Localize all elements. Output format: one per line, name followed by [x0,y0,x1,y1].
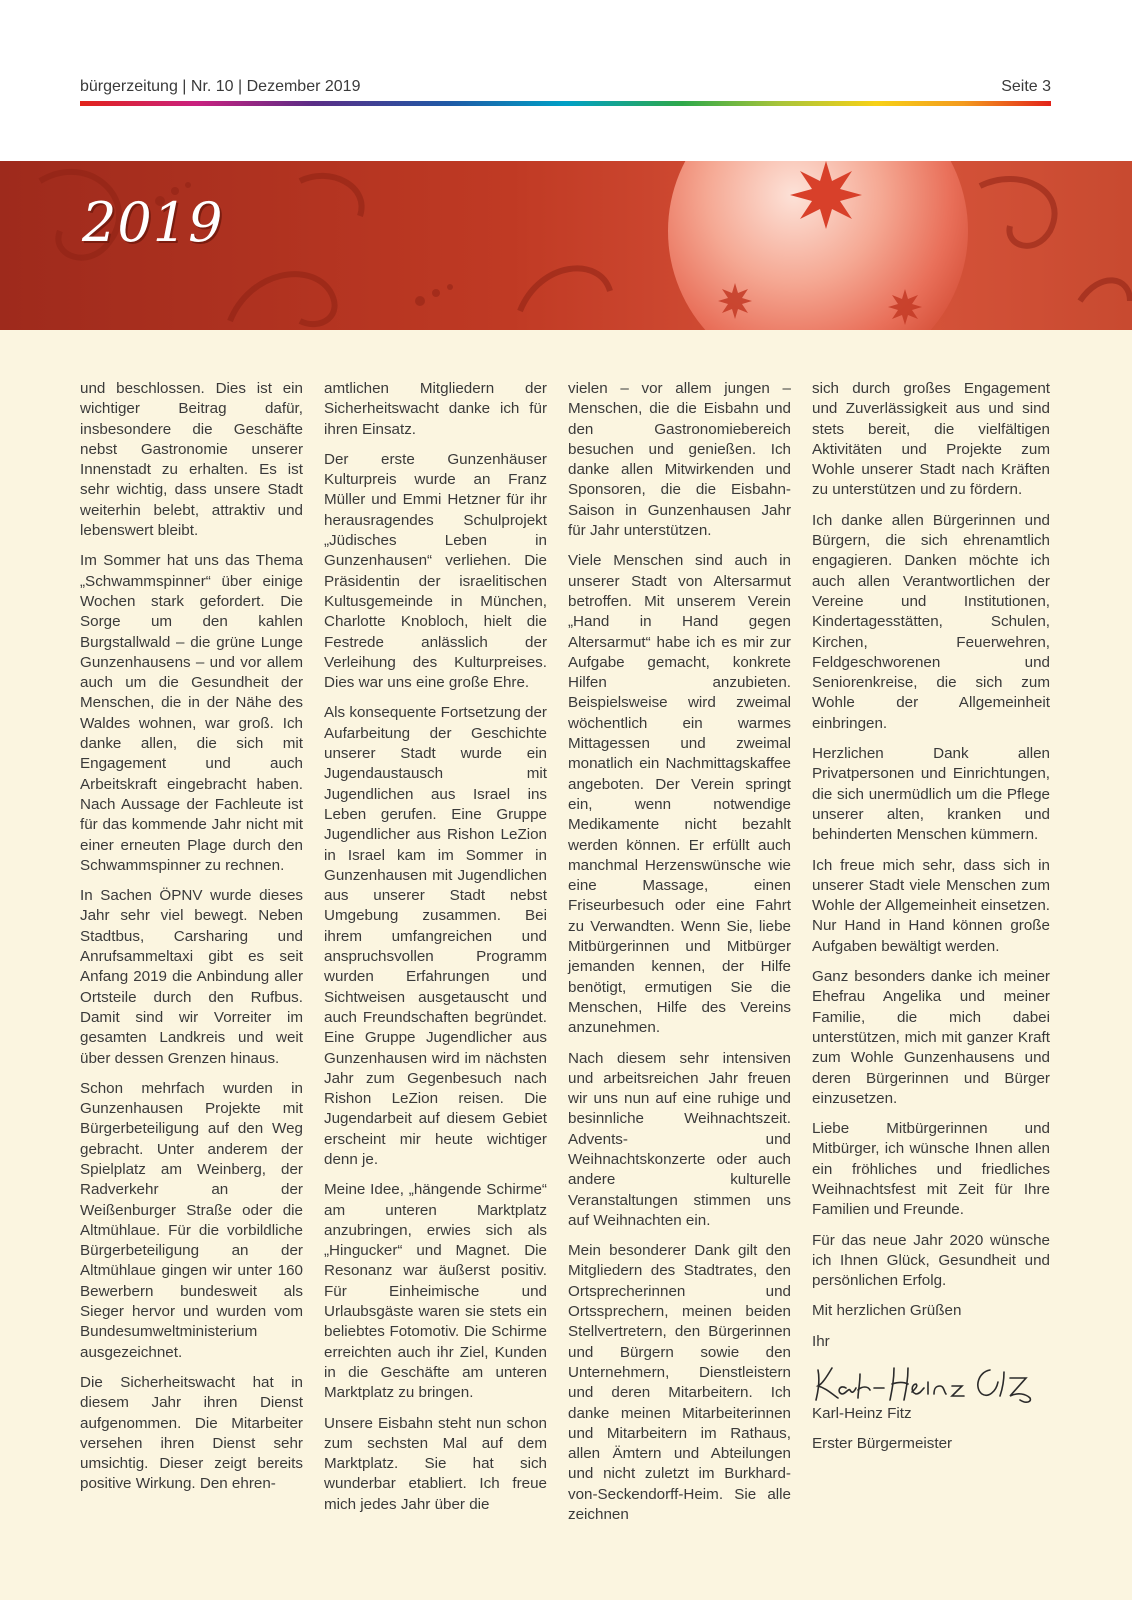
paragraph: Unsere Eisbahn steht nun schon zum sechsten Mal auf dem Marktplatz. Sie hat sich wunderbar etabliert. Ich freue mich jedes Jahr über die [324,1414,547,1513]
paragraph: Für das neue Jahr 2020 wünsche ich Ihnen Glück, Gesundheit und persönlichen Erfolg. [812,1231,1050,1290]
paragraph: und beschlossen. Dies ist ein wichtiger Beitrag dafür, insbesondere die Geschäfte nebst Gastronomie unserer Innenstadt zu erhalten. Es ist sehr wichtig, dass unsere Stadt weiterhin belebt, attraktiv und lebenswert bleibt. [80,380,303,540]
paragraph: Liebe Mitbürgerinnen und Mitbürger, ich wünsche Ihnen allen ein fröhliches und friedliches Weihnachtsfest mit Zeit für Ihre Familien und Freunde. [812,1120,1050,1219]
publication-info: bürgerzeitung | Nr. 10 | Dezember 2019 [80,78,361,95]
signer-title: Erster Bürgermeister [812,1435,953,1453]
paragraph: Ich freue mich sehr, dass sich in unserer Stadt viele Menschen zum Wohle der Allgemeinheit einsetzen. Nur Hand in Hand können große Aufgaben bewältigt werden. [812,856,1050,955]
paragraph: Viele Menschen sind auch in unserer Stadt von Altersarmut betroffen. Mit unserem Verein „Hand in Hand gegen Altersarmut“ habe ich es mir zur Aufgabe gemacht, konkrete Hilfen anzubieten. Beispielsweise wird zweimal wöchentlich ein warmes Mittagessen und zweimal monatlich ein Nachmittagskaffee angeboten. Der Verein springt ein, wenn notwendige Medikamente nicht bezahlt werden können. Er erfüllt auch manchmal Herzenswünsche wie eine Massage, einen Friseurbesuch oder eine Fahrt zu Verwandten. Wenn Sie, liebe Mitbürgerinnen und Mitbürger jemanden kennen, der Hilfe benötigt, ermutigen Sie die Menschen, Hilfe des Vereins anzunehmen. [568,552,791,1037]
paragraph: Schon mehrfach wurden in Gunzenhausen Projekte mit Bürgerbeteiligung auf den Weg gebracht. Unter anderem der Spielplatz am Weinberg, der Radverkehr an der Weißenburger Straße oder die Altmühlaue. Für die vorbildliche Bürgerbeteiligung an der Altmühlaue gingen wir unter 160 Bewerbern bundesweit als Sieger hervor und wurden vom Bundesumweltministerium ausgezeichnet. [80,1079,303,1361]
column-1 [80,379,303,1505]
paragraph: Ganz besonders danke ich meiner Ehefrau Angelika und meiner Familie, die mich dabei unterstützen, mich mit ganzer Kraft zum Wohle Gunzenhausens und deren Bürgerinnen und Bürger einzusetzen. [812,968,1050,1107]
closing-greeting: Mit herzlichen Grüßen [812,1302,962,1320]
paragraph: Im Sommer hat uns das Thema „Schwammspinner“ über einige Wochen stark gefordert. Die Sorge um den kahlen Burgstallwald – die grüne Lunge Gunzenhausens – und vor allem auch um die Gesundheit der Menschen, die in der Nähe des Waldes wohnen, war groß. Ich danke allen, die sich mit Engagement und auch Arbeitskraft eingebracht haben. Nach Aussage der Fachleute ist für das kommende Jahr nicht mit einer erneuten Plage durch den Schwammspinner zu rechnen. [80,552,303,874]
running-head [80,76,1051,102]
paragraph: sich durch großes Engagement und Zuverlässigkeit aus und sind stets bereit, die vielfältigen Aktivitäten und Projekte zum Wohle unserer Stadt nach Kräften zu unterstützen und zu fördern. [812,380,1050,499]
column-4 [812,379,1050,1464]
rainbow-rule [80,101,1051,106]
paragraph: Ich danke allen Bürgerinnen und Bürgern, die sich ehrenamtlich engagieren. Danken möchte ich auch allen Verantwortlichen der Vereine und Institutionen, Kindertagesstätten, Schulen, Kirchen, Feuerwehren, Feldgeschworenen und Seniorenkreise, die sich zum Wohle der Allgemeinheit einbringen. [812,511,1050,732]
signature-image [812,1358,1050,1404]
closing-ihr: Ihr [812,1332,830,1350]
handwritten-signature [812,1358,1050,1404]
paragraph: vielen – vor allem jungen – Menschen, die die Eisbahn und den Gastronomiebereich besuchen und genießen. Ich danke allen Mitwirkenden und Sponsoren, die die Eisbahn-Saison in Gunzenhausen Jahr für Jahr unterstützen. [568,380,791,540]
page-number: Seite 3 [1001,78,1051,95]
paragraph: In Sachen ÖPNV wurde dieses Jahr sehr viel bewegt. Neben Stadtbus, Carsharing und Anrufsammeltaxi gibt es seit Anfang 2019 die Anbindung aller Ortsteile durch den Rufbus. Damit sind wir Vorreiter im gesamten Landkreis und weit über dessen Grenzen hinaus. [80,887,303,1067]
paragraph: Meine Idee, „hängende Schirme“ am unteren Marktplatz anzubringen, erwies sich als „Hingucker“ und Magnet. Die Resonanz war äußerst positiv. Für Einheimische und Urlaubsgäste waren sie stets ein beliebtes Fotomotiv. Die Schirme erreichten auch ihr Ziel, Kunden in die Geschäfte am unteren Marktplatz zu bringen. [324,1181,547,1402]
signer-name: Karl-Heinz Fitz [812,1405,912,1423]
column-3 [568,379,791,1535]
paragraph: Herzlichen Dank allen Privatpersonen und Einrichtungen, die sich unermüdlich um die Pflege unserer alten, kranken und behinderten Menschen kümmern. [812,745,1050,844]
header-area [0,0,1132,161]
paragraph: amtlichen Mitgliedern der Sicherheitswacht danke ich für ihren Einsatz. [324,380,547,438]
paragraph: Der erste Gunzenhäuser Kulturpreis wurde an Franz Müller und Emmi Hetzner für ihr herausragendes Schulprojekt „Jüdisches Leben in Gunzenhausen“ verliehen. Die Präsidentin der israelitischen Kultusgemeinde in München, Charlotte Knobloch, hielt die Festrede anlässlich der Verleihung des Kulturpreises. Dies war uns eine große Ehre. [324,450,547,692]
paragraph: Mein besonderer Dank gilt den Mitgliedern des Stadtrates, den Ortsprecherinnen und Ortssprechern, meinen beiden Stellvertretern, den Bürgerinnen und Bürgern sowie den Unternehmern, Dienstleistern und deren Mitarbeitern. Ich danke meinen Mitarbeiterinnen und Mitarbeitern im Rathaus, allen Ämtern und Abteilungen und nicht zuletzt im Burkhard-von-Seckendorff-Heim. Sie alle zeichnen [568,1242,791,1524]
banner [0,161,1132,330]
paragraph: Als konsequente Fortsetzung der Aufarbeitung der Geschichte unserer Stadt wurde ein Jugendaustausch mit Jugendlichen aus Israel ins Leben gerufen. Eine Gruppe Jugendlicher aus Rishon LeZion in Israel kam im Sommer in Gunzenhausen mit Jugendlichen aus unserer Stadt nebst Umgebung zusammen. Bei ihrem umfangreichen und anspruchsvollen Programm wurden Erfahrungen und Sichtweisen ausgetauscht und auch Freundschaften begründet. Eine Gruppe Jugendlicher aus Gunzenhausen wird im nächsten Jahr zum Gegenbesuch nach Rishon LeZion reisen. Die Jugendarbeit auf diesem Gebiet erscheint mir heute wichtiger denn je. [324,704,547,1168]
banner-year: 2019 [82,191,224,254]
paragraph: Die Sicherheitswacht hat in diesem Jahr ihren Dienst aufgenommen. Die Mitarbeiter versehen ihren Dienst sehr umsichtig. Dieser zeigt bereits positive Wirkung. Den ehren- [80,1373,303,1493]
column-2 [324,379,547,1525]
paragraph: Nach diesem sehr intensiven und arbeitsreichen Jahr freuen wir uns nun auf eine ruhige und besinnliche Weihnachtszeit. Advents- und Weihnachtskonzerte oder auch andere kulturelle Veranstaltungen stimmen uns auf Weihnachten ein. [568,1049,791,1229]
